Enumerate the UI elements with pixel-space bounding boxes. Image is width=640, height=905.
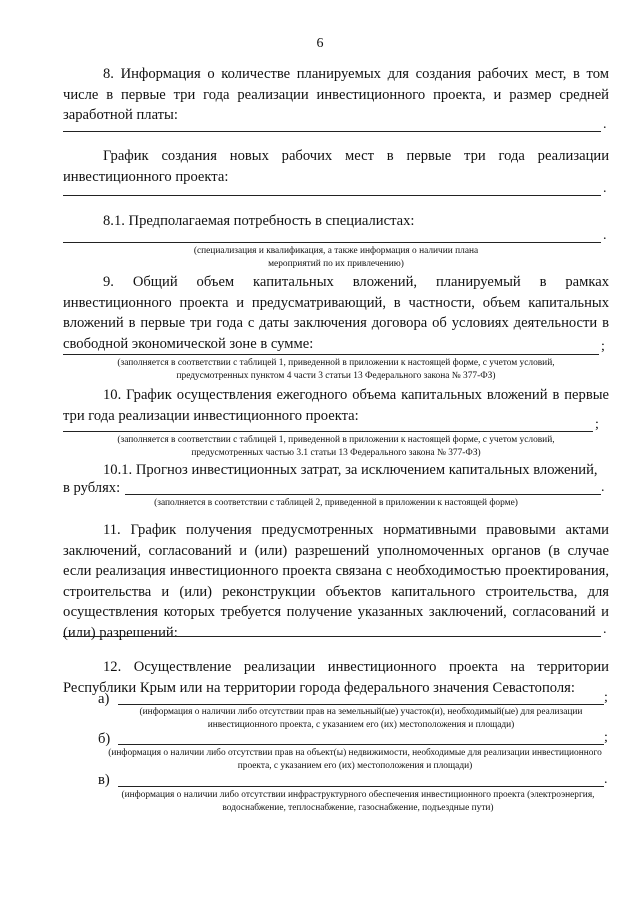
item-12-c-label: в) [98, 772, 110, 788]
item-10-1-note: (заполняется в соответствии с таблицей 2, приведенной в приложении к настоящей форме) [154, 498, 518, 508]
item-12-b-fill-line[interactable] [118, 744, 604, 745]
schedule-end-mark: . [603, 181, 607, 196]
item-8-text: 8. Информация о количестве планируемых для создания рабочих мест, в том числе в первые три года реализации инвестиционного проекта, и размер средней заработной платы: [63, 66, 609, 124]
item-12-a-note: (информация о наличии либо отсутствии прав на земельный(ые) участок(и), необходимый(ые) для реализации инвестиционного проекта, с указанием его (их) местоположения и площади) [139, 707, 583, 730]
item-8-1-end-mark: . [603, 228, 607, 243]
item-10-fill-line[interactable] [63, 431, 593, 432]
item-10-1-prefix: в рублях: [63, 480, 121, 496]
item-8-end-mark: . [603, 117, 607, 132]
item-9-fill-line[interactable] [63, 354, 599, 355]
item-12-c-fill-line[interactable] [118, 786, 604, 787]
item-12-text: 12. Осуществление реализации инвестиционного проекта на территории Республики Крым или на территории города федерального значения Севастополя: [63, 659, 609, 696]
item-12-b-label: б) [98, 731, 111, 747]
item-10-1-text: 10.1. Прогноз инвестиционных затрат, за исключением капитальных вложений, [103, 462, 598, 478]
item-12-a-end-mark: ; [604, 690, 608, 705]
item-12-c-end-mark: . [604, 772, 608, 787]
item-10-1-end-mark: . [601, 480, 605, 495]
item-12-b-end-mark: ; [604, 730, 608, 745]
item-8-1-text: 8.1. Предполагаемая потребность в специалистах: [103, 213, 415, 229]
item-12-c-note: (информация о наличии либо отсутствии инфраструктурного обеспечения инвестиционного проекта (электроэнергия, водоснабжение, теплоснабжение, газоснабжение, подъездные пути) [121, 790, 595, 813]
item-12-a-label: а) [98, 691, 110, 707]
item-10-1-fill-line[interactable] [125, 494, 601, 495]
item-11-text: 11. График получения предусмотренных нормативными правовыми актами заключений, согласований и (или) разрешений уполномоченных органов (в случае если реализация инвестиционного проекта связана с необходимостью проектирования, строительства и (или) реконструкции объектов капитального строительства, для осуществления которых требуется получение указанных заключений, согласований и (или) разрешений: [63, 522, 609, 641]
schedule-fill-line[interactable] [63, 195, 601, 196]
item-10-note: (заполняется в соответствии с таблицей 1, приведенной в приложении к настоящей форме, с учетом условий, предусмотренных частью 3.1 статьи 13 Федерального закона № 377-ФЗ) [117, 435, 555, 458]
item-11-end-mark: . [603, 622, 607, 637]
page-number: 6 [316, 36, 324, 51]
item-9-note: (заполняется в соответствии с таблицей 1, приведенной в приложении к настоящей форме, с учетом условий, предусмотренных пунктом 4 части 3 статьи 13 Федерального закона № 377-ФЗ) [117, 358, 555, 381]
item-12-a-fill-line[interactable] [118, 704, 604, 705]
item-12-b-note: (информация о наличии либо отсутствии прав на объект(ы) недвижимости, необходимые для реализации инвестиционного проекта, с указанием его (их) местоположения и площади) [108, 748, 602, 771]
item-10-end-mark: ; [595, 417, 599, 432]
item-8-1-fill-line[interactable] [63, 242, 601, 243]
item-9-text: 9. Общий объем капитальных вложений, планируемый в рамках инвестиционного проекта и предусматривающий, в частности, объем капитальных вложений в первые три года с даты заключения договора об условиях деятельности в свободной экономической зоне в сумме: [63, 274, 609, 352]
item-9-end-mark: ; [601, 339, 605, 354]
schedule-text: График создания новых рабочих мест в первые три года реализации инвестиционного проекта: [63, 148, 609, 185]
item-11-fill-line[interactable] [63, 636, 601, 637]
item-10-text: 10. График осуществления ежегодного объема капитальных вложений в первые три года реализации инвестиционного проекта: [63, 387, 609, 424]
item-8-fill-line[interactable] [63, 131, 601, 132]
item-8-1-note: (специализация и квалификация, а также информация о наличии плана мероприятий по их привлечению) [193, 246, 479, 269]
